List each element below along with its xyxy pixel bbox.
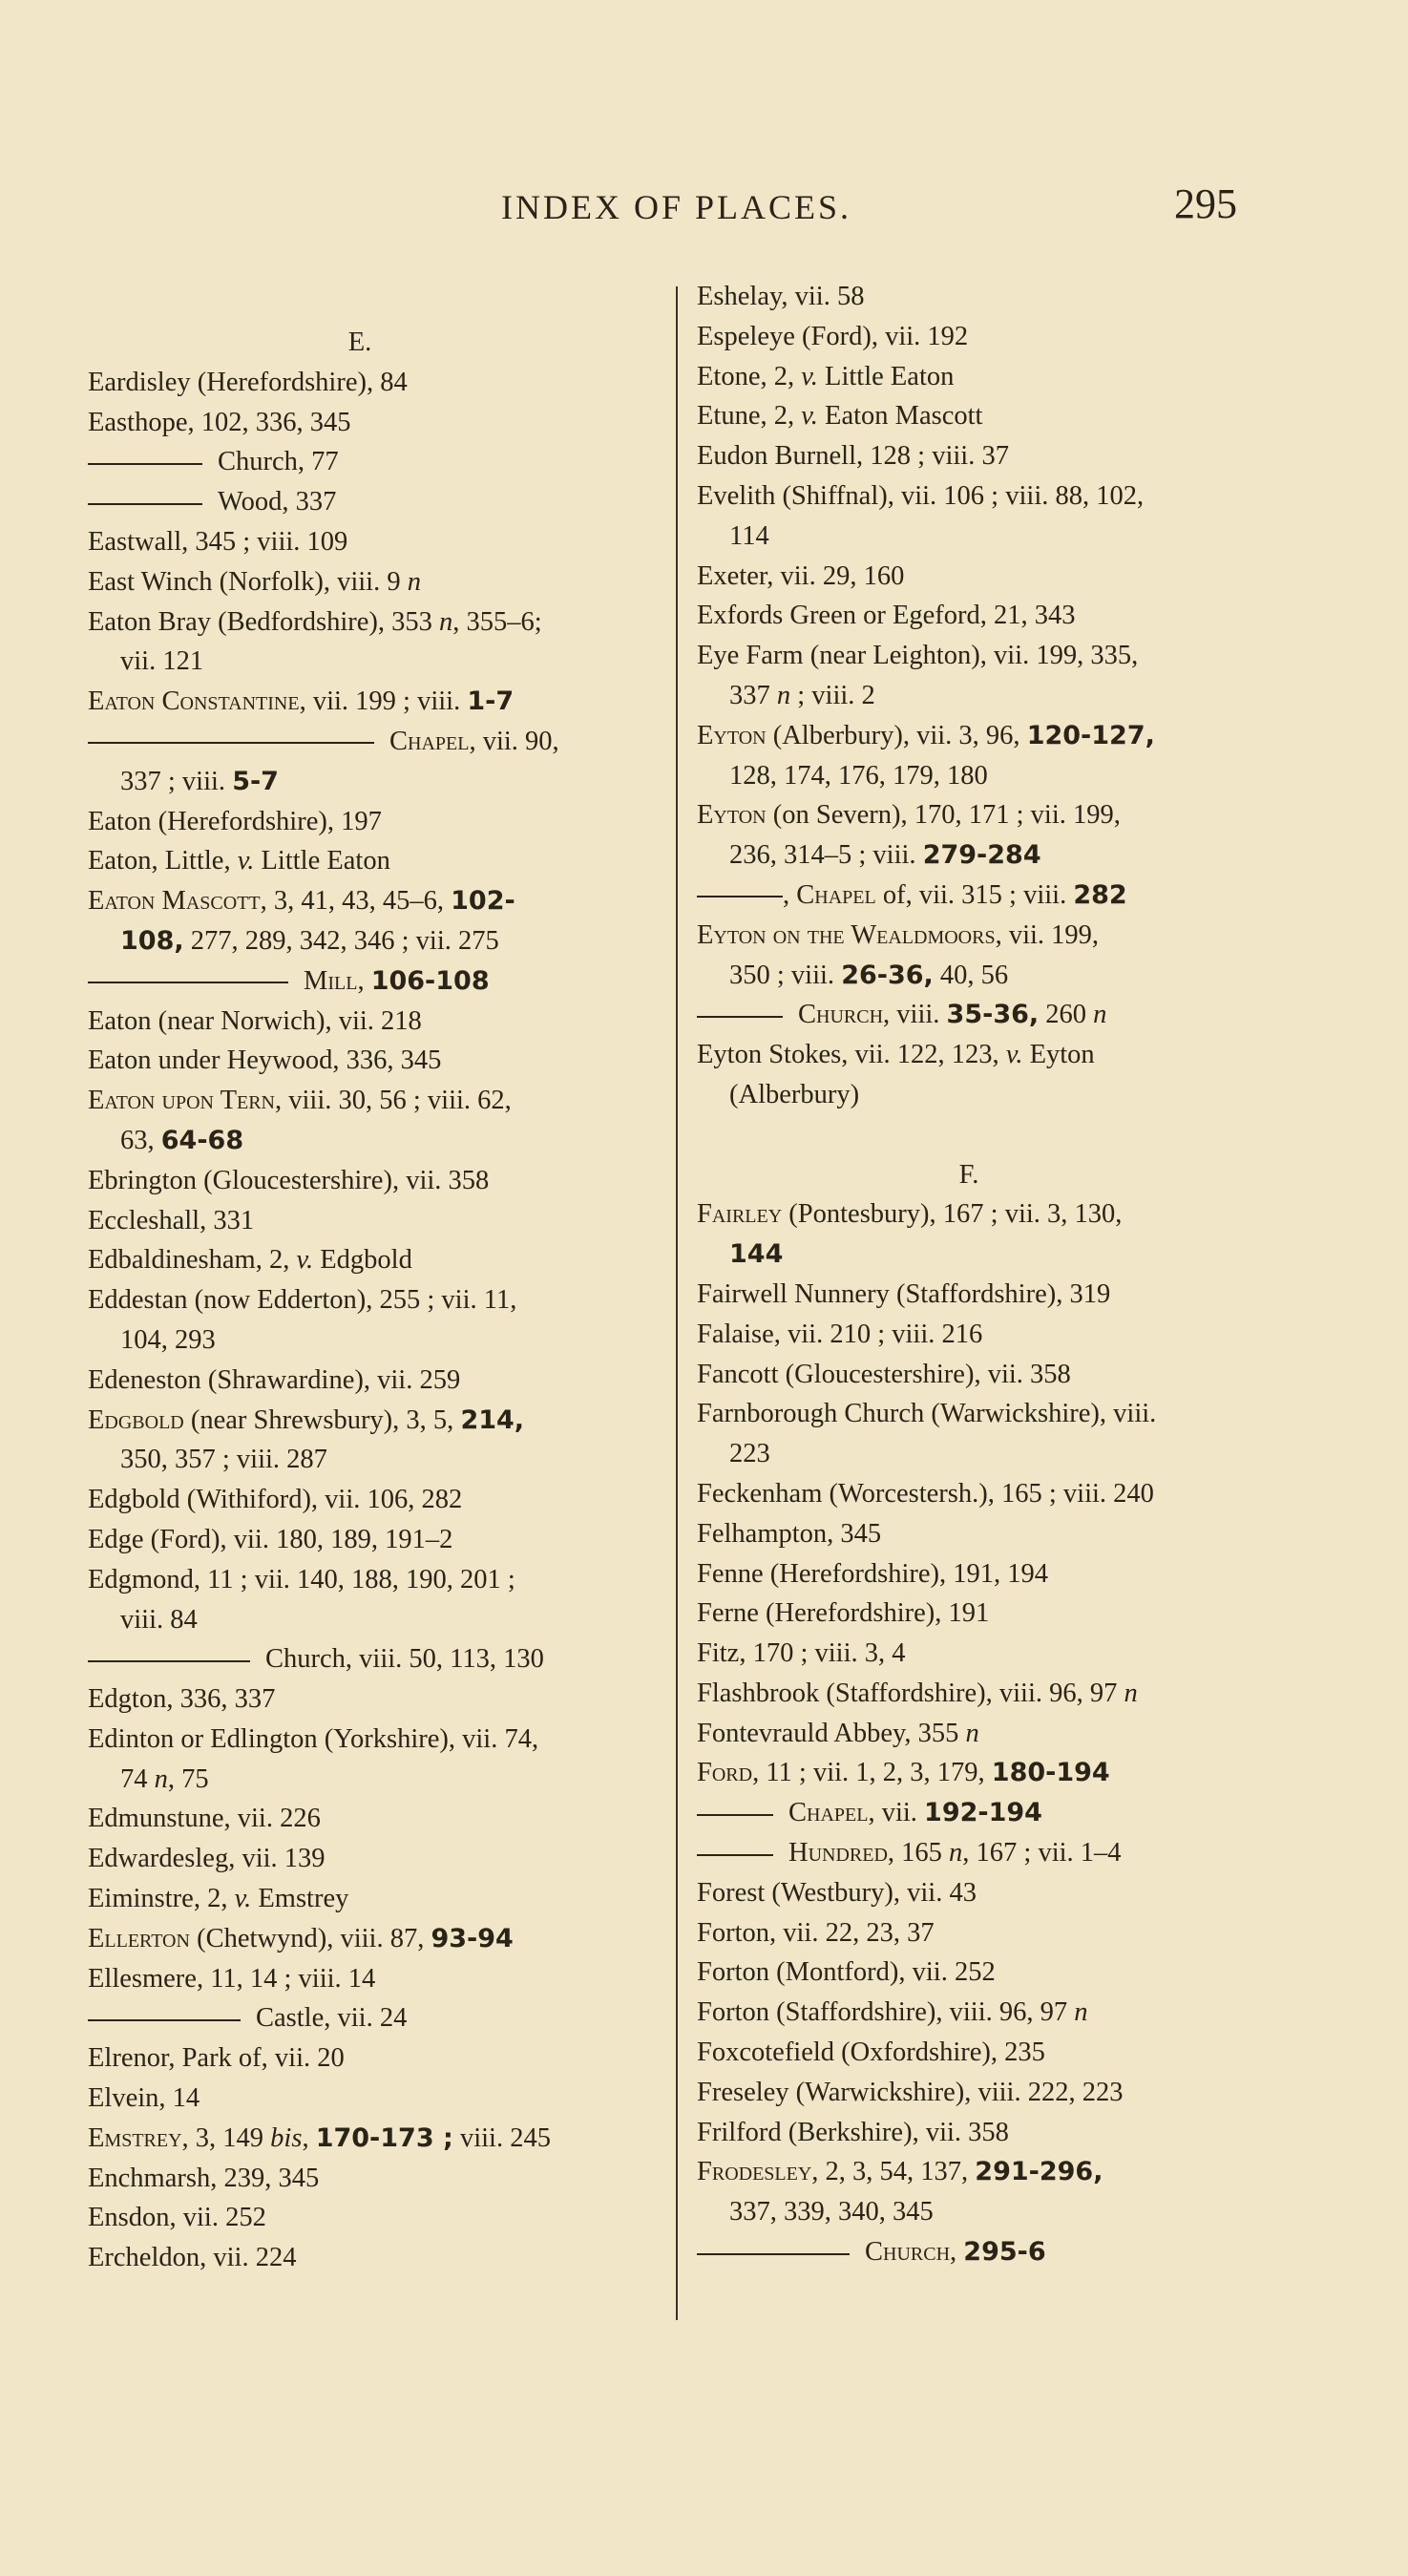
index-subentry: Church, 295-6 bbox=[697, 2232, 1270, 2272]
index-entry: Fontevrauld Abbey, 355 n bbox=[697, 1718, 979, 1748]
index-subentry: Church, 77 bbox=[88, 442, 661, 482]
index-entry: Eyton Stokes, vii. 122, 123, v. Eyton bbox=[697, 1040, 1095, 1070]
section-heading-e: E. bbox=[347, 327, 372, 357]
index-entry-continuation: 350 ; viii. 26-36, 40, 56 bbox=[729, 960, 1009, 990]
index-entry: Eyton (on Severn), 170, 171 ; vii. 199, bbox=[697, 800, 1121, 831]
index-entry: Eaton (Herefordshire), 197 bbox=[88, 806, 382, 836]
index-entry: Ebrington (Gloucestershire), vii. 358 bbox=[88, 1165, 490, 1195]
index-entry: Felhampton, 345 bbox=[697, 1518, 882, 1549]
index-entry: Eiminstre, 2, v. Emstrey bbox=[88, 1884, 349, 1914]
ditto-rule bbox=[88, 463, 202, 465]
index-entry: Fancott (Gloucestershire), vii. 358 bbox=[697, 1359, 1071, 1389]
index-entry: Flashbrook (Staffordshire), viii. 96, 97 n bbox=[697, 1678, 1138, 1708]
section-heading-f: F. bbox=[958, 1159, 979, 1190]
index-entry: Edgbold (Withiford), vii. 106, 282 bbox=[88, 1485, 463, 1515]
blank-line bbox=[697, 1115, 1270, 1155]
ditto-rule bbox=[88, 982, 288, 983]
index-entry: Edgmond, 11 ; vii. 140, 188, 190, 201 ; bbox=[88, 1564, 515, 1594]
index-entry: Ensdon, vii. 252 bbox=[88, 2203, 266, 2233]
index-entry: Frilford (Berkshire), vii. 358 bbox=[697, 2117, 1009, 2147]
index-subentry: Castle, vii. 24 bbox=[88, 1998, 661, 2038]
index-subentry: Wood, 337 bbox=[88, 482, 661, 522]
index-entry: Elvein, 14 bbox=[88, 2083, 200, 2114]
index-entry: Eastwall, 345 ; viii. 109 bbox=[88, 526, 348, 557]
index-entry: Edgton, 336, 337 bbox=[88, 1684, 276, 1715]
index-entry: Eddestan (now Edderton), 255 ; vii. 11, bbox=[88, 1285, 517, 1316]
ditto-rule bbox=[88, 1660, 250, 1662]
index-entry: Emstrey, 3, 149 bis, 170-173 ; viii. 245 bbox=[88, 2122, 551, 2153]
ditto-rule bbox=[88, 742, 374, 744]
ditto-rule bbox=[697, 1016, 783, 1018]
index-entry: Ellerton (Chetwynd), viii. 87, 93-94 bbox=[88, 1923, 514, 1953]
index-entry-continuation: viii. 84 bbox=[120, 1604, 198, 1635]
index-entry: Edinton or Edlington (Yorkshire), vii. 74, bbox=[88, 1723, 539, 1754]
index-entry: Eaton Bray (Bedfordshire), 353 n, 355–6; bbox=[88, 606, 542, 637]
index-entry-continuation: 350, 357 ; viii. 287 bbox=[120, 1445, 327, 1475]
index-entry-continuation: (Alberbury) bbox=[729, 1079, 860, 1109]
index-entry-continuation: 144 bbox=[729, 1239, 784, 1270]
index-subentry: Hundred, 165 n, 167 ; vii. 1–4 bbox=[697, 1833, 1270, 1873]
index-entry: Fenne (Herefordshire), 191, 194 bbox=[697, 1558, 1049, 1589]
index-entry: Freseley (Warwickshire), viii. 222, 223 bbox=[697, 2077, 1124, 2107]
index-entry: Espeleye (Ford), vii. 192 bbox=[697, 321, 969, 351]
index-entry-continuation: 236, 314–5 ; viii. 279-284 bbox=[729, 840, 1041, 871]
index-entry: Forton (Montford), vii. 252 bbox=[697, 1957, 996, 1988]
index-subentry: , Chapel of, vii. 315 ; viii. 282 bbox=[697, 876, 1270, 916]
index-entry-continuation: 128, 174, 176, 179, 180 bbox=[729, 760, 988, 791]
index-entry: Enchmarsh, 239, 345 bbox=[88, 2163, 320, 2193]
index-entry-continuation: 223 bbox=[729, 1439, 770, 1469]
ditto-rule bbox=[697, 2253, 850, 2255]
index-subentry: Church, viii. 50, 113, 130 bbox=[88, 1639, 661, 1679]
index-entry: Forton, vii. 22, 23, 37 bbox=[697, 1917, 935, 1948]
index-entry: Frodesley, 2, 3, 54, 137, 291-296, bbox=[697, 2157, 1103, 2187]
index-entry: Eaton (near Norwich), vii. 218 bbox=[88, 1005, 422, 1036]
index-subentry: Chapel, vii. 90, bbox=[88, 722, 661, 762]
index-entry: Evelith (Shiffnal), vii. 106 ; viii. 88, 102, bbox=[697, 480, 1145, 511]
index-entry: Edmunstune, vii. 226 bbox=[88, 1804, 321, 1834]
column-divider bbox=[676, 286, 678, 2320]
ditto-rule bbox=[88, 2019, 241, 2021]
index-entry: Ellesmere, 11, 14 ; viii. 14 bbox=[88, 1963, 376, 1994]
index-entry: Ercheldon, vii. 224 bbox=[88, 2243, 297, 2273]
index-entry: Eardisley (Herefordshire), 84 bbox=[88, 367, 408, 397]
index-entry: Feckenham (Worcestersh.), 165 ; viii. 240 bbox=[697, 1478, 1154, 1509]
ditto-rule bbox=[697, 1854, 773, 1856]
index-entry: Eye Farm (near Leighton), vii. 199, 335, bbox=[697, 641, 1139, 671]
index-entry: Eccleshall, 331 bbox=[88, 1205, 255, 1235]
index-entry: Fairley (Pontesbury), 167 ; vii. 3, 130, bbox=[697, 1199, 1123, 1230]
index-entry: Fitz, 170 ; viii. 3, 4 bbox=[697, 1638, 906, 1669]
index-entry: Forton (Staffordshire), viii. 96, 97 n bbox=[697, 1997, 1088, 2028]
index-entry-continuation: vii. 121 bbox=[120, 646, 204, 677]
index-entry: Fairwell Nunnery (Staffordshire), 319 bbox=[697, 1278, 1111, 1309]
index-entry-continuation: 108, 277, 289, 342, 346 ; vii. 275 bbox=[120, 925, 499, 956]
index-entry: East Winch (Norfolk), viii. 9 n bbox=[88, 566, 421, 597]
index-entry: Eshelay, vii. 58 bbox=[697, 282, 865, 311]
index-entry: Foxcotefield (Oxfordshire), 235 bbox=[697, 2038, 1045, 2068]
index-subentry: Mill, 106-108 bbox=[88, 961, 661, 1002]
index-entry: Elrenor, Park of, vii. 20 bbox=[88, 2043, 345, 2074]
running-head: INDEX OF PLACES. bbox=[501, 188, 852, 226]
index-entry: Eaton Mascott, 3, 41, 43, 45–6, 102- bbox=[88, 886, 515, 917]
index-entry: Edgbold (near Shrewsbury), 3, 5, 214, bbox=[88, 1404, 525, 1435]
index-entry: Edbaldinesham, 2, v. Edgbold bbox=[88, 1245, 412, 1276]
index-entry: Eaton upon Tern, viii. 30, 56 ; viii. 62, bbox=[88, 1086, 512, 1116]
index-entry: Exeter, vii. 29, 160 bbox=[697, 560, 905, 591]
index-entry-continuation: 74 n, 75 bbox=[120, 1763, 209, 1794]
ditto-rule bbox=[697, 1814, 773, 1816]
index-entry: Eyton on the Wealdmoors, vii. 199, bbox=[697, 919, 1100, 950]
index-entry: Eyton (Alberbury), vii. 3, 96, 120-127, bbox=[697, 720, 1155, 750]
index-entry: Etone, 2, v. Little Eaton bbox=[697, 361, 955, 391]
index-entry: Exfords Green or Egeford, 21, 343 bbox=[697, 601, 1076, 631]
index-entry-continuation: 337 n ; viii. 2 bbox=[729, 680, 875, 710]
index-entry: Edwardesleg, vii. 139 bbox=[88, 1844, 326, 1874]
index-entry: Easthope, 102, 336, 345 bbox=[88, 407, 351, 437]
index-entry: Forest (Westbury), vii. 43 bbox=[697, 1877, 977, 1908]
index-entry: Eaton under Heywood, 336, 345 bbox=[88, 1045, 442, 1076]
index-entry-continuation: 114 bbox=[729, 520, 769, 551]
index-subentry: Church, viii. 35-36, 260 n bbox=[697, 995, 1270, 1035]
index-entry: Ferne (Herefordshire), 191 bbox=[697, 1598, 990, 1629]
index-entry: Etune, 2, v. Eaton Mascott bbox=[697, 401, 983, 432]
page-number: 295 bbox=[1174, 180, 1237, 227]
ditto-rule bbox=[697, 896, 783, 897]
index-entry: Eaton, Little, v. Little Eaton bbox=[88, 846, 390, 876]
index-entry: Falaise, vii. 210 ; viii. 216 bbox=[697, 1319, 983, 1349]
index-column-right bbox=[697, 277, 1270, 2272]
index-subentry: Chapel, vii. 192-194 bbox=[697, 1793, 1270, 1833]
index-entry: Ford, 11 ; vii. 1, 2, 3, 179, 180-194 bbox=[697, 1758, 1110, 1788]
index-entry-continuation: 63, 64-68 bbox=[120, 1125, 244, 1155]
index-entry: Edeneston (Shrawardine), vii. 259 bbox=[88, 1364, 461, 1395]
index-entry-continuation: 337 ; viii. 5-7 bbox=[120, 766, 279, 796]
index-entry: Eudon Burnell, 128 ; viii. 37 bbox=[697, 441, 1009, 472]
ditto-rule bbox=[88, 503, 202, 505]
index-entry: Edge (Ford), vii. 180, 189, 191–2 bbox=[88, 1524, 453, 1554]
index-entry: Farnborough Church (Warwickshire), viii. bbox=[697, 1399, 1157, 1429]
index-column-left bbox=[88, 323, 661, 2278]
index-entry-continuation: 337, 339, 340, 345 bbox=[729, 2197, 934, 2228]
index-entry-continuation: 104, 293 bbox=[120, 1324, 216, 1355]
index-entry: Eaton Constantine, vii. 199 ; viii. 1-7 bbox=[88, 686, 515, 717]
